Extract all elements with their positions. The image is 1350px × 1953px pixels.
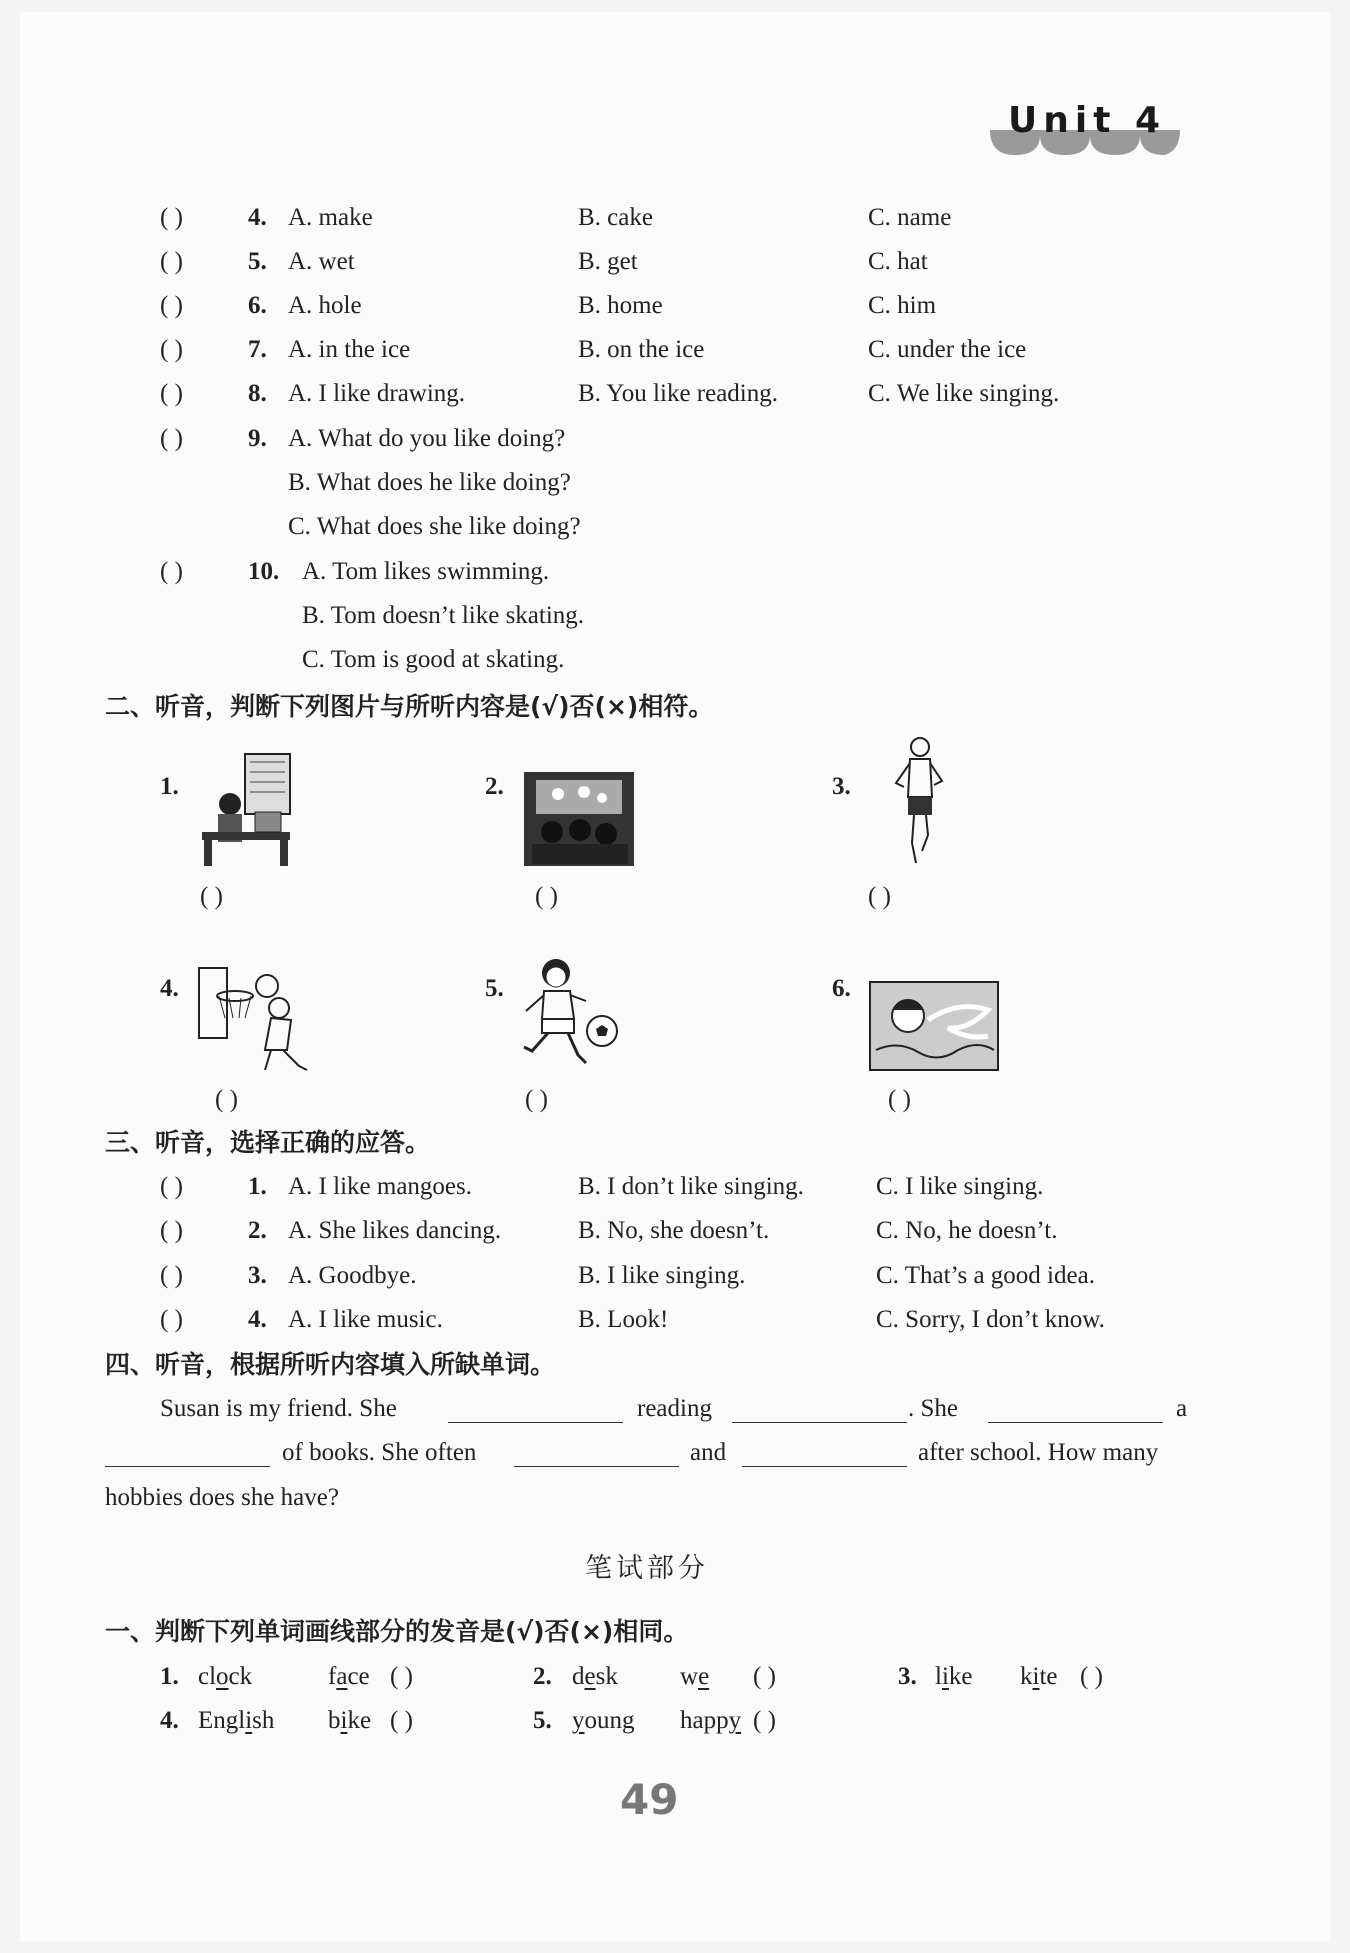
option-a: A. in the ice <box>288 336 411 363</box>
option-c: C. him <box>868 292 937 319</box>
question-number: 3. <box>898 1663 917 1690</box>
word-2: happy <box>680 1707 742 1734</box>
option-a: A. Goodbye. <box>288 1262 417 1289</box>
word-2: we <box>680 1663 710 1690</box>
question-number: 8. <box>248 380 267 407</box>
answer-paren[interactable]: ( ) <box>535 883 558 910</box>
blank-field[interactable] <box>742 1442 907 1467</box>
answer-paren[interactable]: ( ) <box>160 336 183 363</box>
basketball-icon <box>195 966 323 1072</box>
option-c: C. name <box>868 204 952 231</box>
girl-at-computer-icon <box>200 752 292 868</box>
option-c: C. That’s a good idea. <box>876 1262 1095 1289</box>
picture-number: 3. <box>832 773 851 800</box>
answer-paren[interactable]: ( ) <box>160 380 183 407</box>
written-part-title: 笔试部分 <box>585 1553 709 1584</box>
picture-number: 2. <box>485 773 504 800</box>
passage-text: Susan is my friend. She <box>160 1395 397 1422</box>
blank-field[interactable] <box>105 1442 270 1467</box>
passage-text: of books. She often <box>282 1439 477 1466</box>
picture-number: 1. <box>160 773 179 800</box>
option-b: B. No, she doesn’t. <box>578 1217 770 1244</box>
blank-field[interactable] <box>988 1398 1163 1423</box>
option-c: C. Tom is good at skating. <box>302 646 565 673</box>
answer-paren[interactable]: ( ) <box>160 204 183 231</box>
section2-title: 二、听音，判断下列图片与所听内容是(√)否(×)相符。 <box>105 692 714 721</box>
question-number: 4. <box>248 1306 267 1333</box>
word-1: like <box>935 1663 973 1690</box>
option-c: C. hat <box>868 248 928 275</box>
answer-paren[interactable]: ( ) <box>215 1086 238 1113</box>
question-number: 2. <box>533 1663 552 1690</box>
word-1: desk <box>572 1663 618 1690</box>
option-b: B. What does he like doing? <box>288 469 571 496</box>
option-c: C. I like singing. <box>876 1173 1044 1200</box>
passage-text: and <box>690 1439 727 1466</box>
answer-paren[interactable]: ( ) <box>753 1663 776 1690</box>
answer-paren[interactable]: ( ) <box>868 883 891 910</box>
option-c: C. Sorry, I don’t know. <box>876 1306 1105 1333</box>
option-c: C. What does she like doing? <box>288 513 581 540</box>
football-icon <box>520 955 620 1073</box>
option-b: B. Look! <box>578 1306 669 1333</box>
blank-field[interactable] <box>514 1442 679 1467</box>
option-a: A. I like mangoes. <box>288 1173 472 1200</box>
option-c: C. under the ice <box>868 336 1027 363</box>
answer-paren[interactable]: ( ) <box>888 1086 911 1113</box>
word-2: face <box>328 1663 370 1690</box>
answer-paren[interactable]: ( ) <box>160 558 183 585</box>
word-2: kite <box>1020 1663 1058 1690</box>
answer-paren[interactable]: ( ) <box>525 1086 548 1113</box>
question-number: 9. <box>248 425 267 452</box>
question-number: 1. <box>160 1663 179 1690</box>
runner-icon <box>890 735 946 867</box>
option-b: B. I like singing. <box>578 1262 746 1289</box>
section4-title: 四、听音，根据所听内容填入所缺单词。 <box>105 1350 556 1379</box>
answer-paren[interactable]: ( ) <box>160 1262 183 1289</box>
answer-paren[interactable]: ( ) <box>160 248 183 275</box>
option-a: A. She likes dancing. <box>288 1217 502 1244</box>
question-number: 6. <box>248 292 267 319</box>
option-a: A. wet <box>288 248 355 275</box>
written1-title: 一、判断下列单词画线部分的发音是(√)否(×)相同。 <box>105 1617 689 1646</box>
question-number: 7. <box>248 336 267 363</box>
unit-label: Unit 4 <box>1008 100 1166 141</box>
word-1: clock <box>198 1663 253 1690</box>
passage-text: . She <box>908 1395 958 1422</box>
answer-paren[interactable]: ( ) <box>160 1306 183 1333</box>
section3-title: 三、听音，选择正确的应答。 <box>105 1128 431 1157</box>
page-number: 49 <box>620 1775 679 1824</box>
option-c: C. No, he doesn’t. <box>876 1217 1058 1244</box>
picture-number: 6. <box>832 975 851 1002</box>
question-number: 5. <box>248 248 267 275</box>
question-number: 3. <box>248 1262 267 1289</box>
picture-number: 5. <box>485 975 504 1002</box>
swimmer-icon <box>868 980 1000 1072</box>
passage-text: reading <box>637 1395 712 1422</box>
option-b: B. home <box>578 292 663 319</box>
answer-paren[interactable]: ( ) <box>160 1173 183 1200</box>
answer-paren[interactable]: ( ) <box>160 292 183 319</box>
option-a: A. Tom likes swimming. <box>302 558 550 585</box>
answer-paren[interactable]: ( ) <box>1080 1663 1103 1690</box>
question-number: 4. <box>248 204 267 231</box>
blank-field[interactable] <box>448 1398 623 1423</box>
option-b: B. cake <box>578 204 653 231</box>
answer-paren[interactable]: ( ) <box>390 1707 413 1734</box>
word-1: young <box>572 1707 635 1734</box>
answer-paren[interactable]: ( ) <box>390 1663 413 1690</box>
option-b: B. Tom doesn’t like skating. <box>302 602 585 629</box>
passage-text: after school. How many <box>918 1439 1159 1466</box>
option-b: B. on the ice <box>578 336 705 363</box>
question-number: 1. <box>248 1173 267 1200</box>
blank-field[interactable] <box>732 1398 907 1423</box>
option-a: A. I like music. <box>288 1306 443 1333</box>
question-number: 5. <box>533 1707 552 1734</box>
option-a: A. I like drawing. <box>288 380 466 407</box>
option-b: B. I don’t like singing. <box>578 1173 804 1200</box>
question-number: 4. <box>160 1707 179 1734</box>
answer-paren[interactable]: ( ) <box>160 1217 183 1244</box>
word-2: bike <box>328 1707 372 1734</box>
answer-paren[interactable]: ( ) <box>753 1707 776 1734</box>
picture-number: 4. <box>160 975 179 1002</box>
option-a: A. What do you like doing? <box>288 425 566 452</box>
answer-paren[interactable]: ( ) <box>160 425 183 452</box>
option-a: A. hole <box>288 292 362 319</box>
word-1: English <box>198 1707 275 1734</box>
option-b: B. get <box>578 248 638 275</box>
question-number: 10. <box>248 558 280 585</box>
passage-text: hobbies does she have? <box>105 1484 339 1511</box>
watching-tv-icon <box>522 770 636 868</box>
option-a: A. make <box>288 204 373 231</box>
passage-text: a <box>1176 1395 1188 1422</box>
option-c: C. We like singing. <box>868 380 1060 407</box>
answer-paren[interactable]: ( ) <box>200 883 223 910</box>
question-number: 2. <box>248 1217 267 1244</box>
option-b: B. You like reading. <box>578 380 778 407</box>
